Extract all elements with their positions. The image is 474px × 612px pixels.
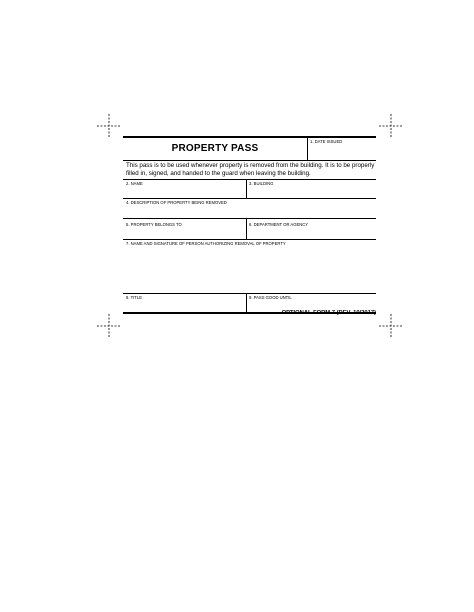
title-bottom-rule	[123, 160, 376, 161]
rule-after-belongs	[123, 239, 376, 240]
crop-mark-top-left	[97, 114, 121, 138]
date-issued-field[interactable]	[308, 146, 376, 159]
form-identifier: OPTIONAL FORM 7 (REV. 10/2017)	[281, 310, 376, 316]
property-belongs-to-label: 5. PROPERTY BELONGS TO	[126, 222, 182, 227]
title-label: 8. TITLE	[126, 295, 142, 300]
property-pass-form	[123, 136, 376, 316]
rule-after-description	[123, 218, 376, 219]
date-issued-label: 1. DATE ISSUED	[310, 139, 343, 144]
instructions-text: This pass is to be used whenever property is removed from the building. It is to be properly filled in, signed, and handed to the guard when leaving the building.	[126, 162, 375, 177]
department-label: 6. DEPARTMENT OR AGENCY	[249, 222, 309, 227]
crop-mark-bottom-right	[379, 314, 403, 338]
building-field[interactable]	[248, 187, 375, 197]
title-field[interactable]	[124, 301, 245, 311]
description-field[interactable]	[124, 206, 375, 217]
property-belongs-to-field[interactable]	[124, 228, 245, 238]
form-top-rule	[123, 136, 376, 138]
department-field[interactable]	[248, 228, 375, 238]
crop-mark-top-right	[379, 114, 403, 138]
crop-mark-bottom-left	[97, 314, 121, 338]
form-title: PROPERTY PASS	[171, 143, 259, 154]
rule-after-name	[123, 198, 376, 199]
belongs-department-divider	[246, 218, 247, 239]
pass-good-until-label: 9. PASS GOOD UNTIL	[249, 295, 292, 300]
name-label: 2. NAME	[126, 181, 143, 186]
name-field[interactable]	[124, 187, 245, 197]
building-label: 3. BUILDING	[249, 181, 274, 186]
rule-after-instructions	[123, 179, 376, 180]
authorizing-label: 7. NAME AND SIGNATURE OF PERSON AUTHORIZING REMOVAL OF PROPERTY	[126, 241, 286, 246]
rule-after-authorizing	[123, 293, 376, 294]
description-label: 4. DESCRIPTION OF PROPERTY BEING REMOVED	[126, 200, 227, 205]
title-pass-divider	[246, 293, 247, 312]
name-building-divider	[246, 179, 247, 198]
authorizing-signature-field[interactable]	[124, 248, 375, 292]
